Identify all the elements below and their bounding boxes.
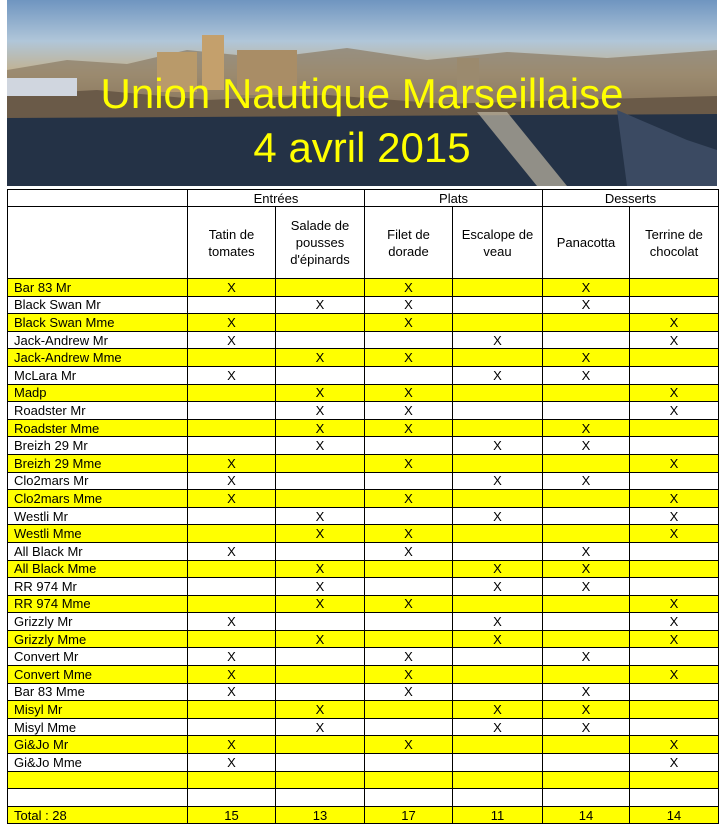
choice-cell: X xyxy=(630,402,719,420)
choice-cell: X xyxy=(630,384,719,402)
choice-cell xyxy=(365,771,453,789)
guest-name-cell xyxy=(8,789,188,807)
guest-name-cell: Jack-Andrew Mr xyxy=(8,331,188,349)
choice-cell xyxy=(543,314,630,332)
choice-cell xyxy=(188,789,276,807)
guest-name-cell: Gi&Jo Mme xyxy=(8,754,188,772)
choice-cell: X xyxy=(276,630,365,648)
choice-cell xyxy=(453,666,543,684)
table-row xyxy=(8,366,719,384)
guest-name-cell: Bar 83 Mme xyxy=(8,683,188,701)
choice-cell xyxy=(276,314,365,332)
table-group-header-row xyxy=(8,190,719,207)
column-header-salade: Salade de pousses d'épinards xyxy=(276,207,365,279)
choice-cell: X xyxy=(543,542,630,560)
choice-cell: X xyxy=(188,666,276,684)
choice-cell xyxy=(365,754,453,772)
choice-cell xyxy=(543,490,630,508)
choice-cell: X xyxy=(543,701,630,719)
choice-cell: X xyxy=(365,419,453,437)
choice-cell: X xyxy=(630,331,719,349)
choice-cell xyxy=(543,666,630,684)
choice-cell: X xyxy=(453,613,543,631)
choice-cell xyxy=(453,454,543,472)
guest-name-cell: Grizzly Mme xyxy=(8,630,188,648)
choice-cell: X xyxy=(630,666,719,684)
guest-name-cell: RR 974 Mme xyxy=(8,595,188,613)
column-header-terrine: Terrine de chocolat xyxy=(630,207,719,279)
choice-cell: X xyxy=(276,402,365,420)
table-row xyxy=(8,279,719,297)
choice-cell xyxy=(630,683,719,701)
choice-cell xyxy=(276,613,365,631)
choice-cell: X xyxy=(630,490,719,508)
choice-cell: X xyxy=(630,525,719,543)
table-row xyxy=(8,754,719,772)
table-row xyxy=(8,701,719,719)
header-name-cell xyxy=(8,207,188,279)
table-row xyxy=(8,525,719,543)
choice-cell: X xyxy=(188,366,276,384)
choice-cell xyxy=(188,419,276,437)
group-header-desserts: Desserts xyxy=(543,190,719,207)
choice-cell xyxy=(630,419,719,437)
choice-cell xyxy=(188,630,276,648)
choice-cell xyxy=(188,771,276,789)
table-row xyxy=(8,630,719,648)
header-corner-cell xyxy=(8,190,188,207)
guest-name-cell: All Black Mr xyxy=(8,542,188,560)
choice-cell: X xyxy=(543,349,630,367)
choice-cell xyxy=(276,454,365,472)
table-row xyxy=(8,683,719,701)
choice-cell xyxy=(630,542,719,560)
table-row xyxy=(8,771,719,789)
choice-cell: X xyxy=(453,331,543,349)
choice-cell xyxy=(543,613,630,631)
choice-cell: X xyxy=(453,507,543,525)
choice-cell xyxy=(630,648,719,666)
table-row xyxy=(8,296,719,314)
choice-cell: X xyxy=(365,648,453,666)
choice-cell xyxy=(188,578,276,596)
choice-cell: X xyxy=(630,595,719,613)
choice-cell xyxy=(453,754,543,772)
choice-cell xyxy=(453,296,543,314)
choice-cell: X xyxy=(543,578,630,596)
guest-name-cell: Breizh 29 Mr xyxy=(8,437,188,455)
choice-cell xyxy=(543,331,630,349)
guest-name-cell: Westli Mr xyxy=(8,507,188,525)
choice-cell: X xyxy=(365,384,453,402)
choice-cell xyxy=(543,754,630,772)
choice-cell: X xyxy=(453,718,543,736)
total-count-cell: 15 xyxy=(188,806,276,824)
choice-cell xyxy=(543,507,630,525)
guest-name-cell: RR 974 Mr xyxy=(8,578,188,596)
choice-cell: X xyxy=(453,437,543,455)
choice-cell xyxy=(630,771,719,789)
choice-cell: X xyxy=(188,454,276,472)
choice-cell xyxy=(276,279,365,297)
choice-cell: X xyxy=(630,507,719,525)
choice-cell xyxy=(543,736,630,754)
choice-cell: X xyxy=(188,331,276,349)
table-row xyxy=(8,718,719,736)
choice-cell: X xyxy=(453,701,543,719)
choice-cell xyxy=(453,349,543,367)
choice-cell xyxy=(630,718,719,736)
choice-cell xyxy=(188,384,276,402)
choice-cell: X xyxy=(543,472,630,490)
guest-name-cell: Grizzly Mr xyxy=(8,613,188,631)
choice-cell: X xyxy=(365,736,453,754)
choice-cell xyxy=(188,437,276,455)
choice-cell: X xyxy=(188,736,276,754)
choice-cell: X xyxy=(365,402,453,420)
choice-cell: X xyxy=(188,613,276,631)
choice-cell: X xyxy=(543,560,630,578)
table-row xyxy=(8,331,719,349)
total-count-cell: 11 xyxy=(453,806,543,824)
guest-name-cell: McLara Mr xyxy=(8,366,188,384)
choice-cell xyxy=(188,560,276,578)
table-row xyxy=(8,648,719,666)
total-count-cell: 13 xyxy=(276,806,365,824)
choice-cell: X xyxy=(453,560,543,578)
choice-cell: X xyxy=(276,437,365,455)
guest-name-cell: Black Swan Mr xyxy=(8,296,188,314)
choice-cell: X xyxy=(188,683,276,701)
choice-cell xyxy=(630,789,719,807)
choice-cell xyxy=(630,560,719,578)
table-row xyxy=(8,613,719,631)
table-row xyxy=(8,578,719,596)
choice-cell xyxy=(365,331,453,349)
guest-name-cell: Breizh 29 Mme xyxy=(8,454,188,472)
choice-cell xyxy=(453,771,543,789)
choice-cell xyxy=(365,789,453,807)
choice-cell: X xyxy=(276,296,365,314)
choice-cell: X xyxy=(453,578,543,596)
guest-name-cell: Bar 83 Mr xyxy=(8,279,188,297)
choice-cell xyxy=(365,701,453,719)
choice-cell: X xyxy=(188,490,276,508)
table-row xyxy=(8,384,719,402)
menu-orders-table xyxy=(7,189,719,824)
table-column-header-row xyxy=(8,207,719,279)
choice-cell xyxy=(276,366,365,384)
choice-cell: X xyxy=(365,595,453,613)
choice-cell xyxy=(543,595,630,613)
choice-cell xyxy=(276,472,365,490)
choice-cell: X xyxy=(188,754,276,772)
choice-cell: X xyxy=(630,613,719,631)
guest-name-cell: All Black Mme xyxy=(8,560,188,578)
choice-cell xyxy=(453,525,543,543)
choice-cell xyxy=(188,525,276,543)
choice-cell: X xyxy=(188,648,276,666)
guest-name-cell: Clo2mars Mr xyxy=(8,472,188,490)
choice-cell xyxy=(630,366,719,384)
choice-cell xyxy=(630,701,719,719)
choice-cell xyxy=(453,490,543,508)
choice-cell: X xyxy=(543,437,630,455)
choice-cell xyxy=(453,279,543,297)
choice-cell xyxy=(453,648,543,666)
choice-cell xyxy=(453,736,543,754)
table-row xyxy=(8,542,719,560)
choice-cell: X xyxy=(543,683,630,701)
choice-cell: X xyxy=(365,683,453,701)
choice-cell: X xyxy=(543,419,630,437)
guest-name-cell: Gi&Jo Mr xyxy=(8,736,188,754)
table-row xyxy=(8,349,719,367)
choice-cell: X xyxy=(543,648,630,666)
choice-cell xyxy=(188,701,276,719)
choice-cell xyxy=(453,683,543,701)
guest-name-cell: Clo2mars Mme xyxy=(8,490,188,508)
choice-cell xyxy=(630,578,719,596)
choice-cell: X xyxy=(630,736,719,754)
choice-cell: X xyxy=(276,578,365,596)
choice-cell xyxy=(276,683,365,701)
choice-cell: X xyxy=(365,314,453,332)
choice-cell: X xyxy=(365,279,453,297)
table-row xyxy=(8,736,719,754)
choice-cell xyxy=(630,472,719,490)
total-row xyxy=(8,806,719,824)
choice-cell xyxy=(630,349,719,367)
choice-cell xyxy=(630,279,719,297)
table-row xyxy=(8,419,719,437)
choice-cell: X xyxy=(630,754,719,772)
choice-cell: X xyxy=(188,472,276,490)
choice-cell: X xyxy=(365,349,453,367)
choice-cell xyxy=(276,789,365,807)
choice-cell xyxy=(188,402,276,420)
choice-cell: X xyxy=(543,366,630,384)
choice-cell xyxy=(276,331,365,349)
choice-cell xyxy=(188,507,276,525)
guest-name-cell: Roadster Mr xyxy=(8,402,188,420)
choice-cell: X xyxy=(188,542,276,560)
table-row xyxy=(8,314,719,332)
table-row xyxy=(8,472,719,490)
table-row xyxy=(8,402,719,420)
table-row xyxy=(8,560,719,578)
total-label-cell: Total : 28 xyxy=(8,806,188,824)
choice-cell xyxy=(453,789,543,807)
choice-cell xyxy=(276,754,365,772)
table-row xyxy=(8,437,719,455)
choice-cell xyxy=(365,578,453,596)
choice-cell: X xyxy=(276,560,365,578)
choice-cell xyxy=(543,789,630,807)
choice-cell: X xyxy=(365,666,453,684)
table-row xyxy=(8,789,719,807)
group-header-entrees: Entrées xyxy=(188,190,365,207)
guest-name-cell: Black Swan Mme xyxy=(8,314,188,332)
choice-cell xyxy=(276,771,365,789)
choice-cell xyxy=(188,349,276,367)
choice-cell: X xyxy=(188,279,276,297)
choice-cell xyxy=(630,437,719,455)
guest-name-cell xyxy=(8,771,188,789)
choice-cell: X xyxy=(543,296,630,314)
guest-name-cell: Convert Mme xyxy=(8,666,188,684)
choice-cell: X xyxy=(276,525,365,543)
choice-cell xyxy=(365,613,453,631)
choice-cell: X xyxy=(630,454,719,472)
choice-cell: X xyxy=(630,314,719,332)
choice-cell xyxy=(543,402,630,420)
table-row xyxy=(8,454,719,472)
table-row xyxy=(8,490,719,508)
column-header-tatin: Tatin de tomates xyxy=(188,207,276,279)
table-row xyxy=(8,507,719,525)
choice-cell: X xyxy=(630,630,719,648)
choice-cell xyxy=(453,595,543,613)
choice-cell xyxy=(365,560,453,578)
header-banner xyxy=(7,0,717,186)
guest-name-cell: Misyl Mr xyxy=(8,701,188,719)
choice-cell: X xyxy=(453,630,543,648)
choice-cell xyxy=(188,718,276,736)
choice-cell: X xyxy=(543,718,630,736)
guest-name-cell: Roadster Mme xyxy=(8,419,188,437)
choice-cell: X xyxy=(365,490,453,508)
table-row xyxy=(8,595,719,613)
choice-cell xyxy=(543,630,630,648)
choice-cell: X xyxy=(365,296,453,314)
choice-cell: X xyxy=(365,454,453,472)
choice-cell xyxy=(365,718,453,736)
choice-cell xyxy=(543,384,630,402)
event-date: 4 avril 2015 xyxy=(253,124,471,171)
guest-name-cell: Madp xyxy=(8,384,188,402)
choice-cell xyxy=(276,490,365,508)
choice-cell xyxy=(543,771,630,789)
column-header-filet: Filet de dorade xyxy=(365,207,453,279)
choice-cell xyxy=(453,402,543,420)
choice-cell: X xyxy=(276,419,365,437)
column-header-panacotta: Panacotta xyxy=(543,207,630,279)
choice-cell xyxy=(543,454,630,472)
choice-cell xyxy=(276,542,365,560)
table-row xyxy=(8,666,719,684)
guest-name-cell: Misyl Mme xyxy=(8,718,188,736)
choice-cell xyxy=(188,595,276,613)
choice-cell xyxy=(276,648,365,666)
choice-cell: X xyxy=(453,472,543,490)
column-header-escalope: Escalope de veau xyxy=(453,207,543,279)
choice-cell: X xyxy=(276,718,365,736)
choice-cell xyxy=(453,314,543,332)
choice-cell: X xyxy=(276,349,365,367)
choice-cell: X xyxy=(453,366,543,384)
choice-cell xyxy=(630,296,719,314)
total-count-cell: 14 xyxy=(630,806,719,824)
choice-cell xyxy=(543,525,630,543)
choice-cell: X xyxy=(188,314,276,332)
choice-cell xyxy=(188,296,276,314)
total-count-cell: 17 xyxy=(365,806,453,824)
choice-cell: X xyxy=(276,701,365,719)
choice-cell: X xyxy=(543,279,630,297)
guest-name-cell: Jack-Andrew Mme xyxy=(8,349,188,367)
choice-cell xyxy=(453,419,543,437)
event-title: Union Nautique Marseillaise xyxy=(100,70,624,117)
guest-name-cell: Westli Mme xyxy=(8,525,188,543)
total-count-cell: 14 xyxy=(543,806,630,824)
guest-name-cell: Convert Mr xyxy=(8,648,188,666)
choice-cell xyxy=(365,437,453,455)
choice-cell: X xyxy=(365,525,453,543)
choice-cell xyxy=(276,736,365,754)
group-header-plats: Plats xyxy=(365,190,543,207)
choice-cell xyxy=(365,472,453,490)
choice-cell xyxy=(365,507,453,525)
choice-cell xyxy=(453,384,543,402)
choice-cell: X xyxy=(276,595,365,613)
choice-cell: X xyxy=(365,542,453,560)
choice-cell: X xyxy=(276,507,365,525)
choice-cell xyxy=(453,542,543,560)
choice-cell xyxy=(276,666,365,684)
choice-cell xyxy=(365,630,453,648)
choice-cell: X xyxy=(276,384,365,402)
choice-cell xyxy=(365,366,453,384)
